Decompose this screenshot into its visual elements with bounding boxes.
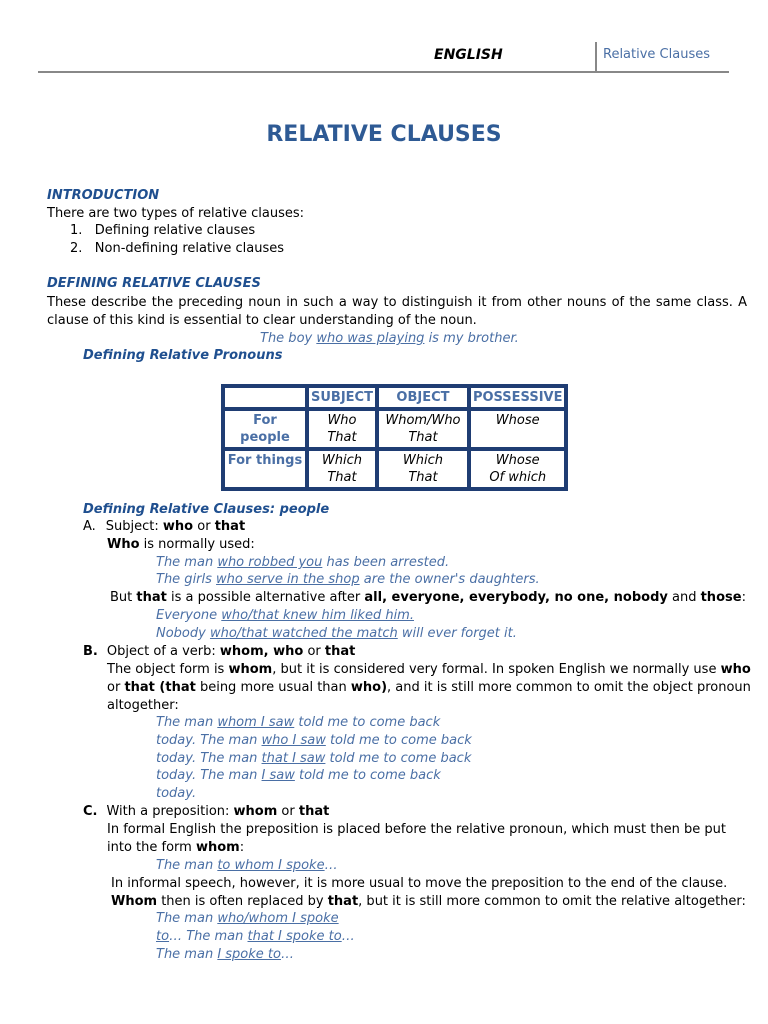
section-a-example-3: Everyone who/that knew him liked him.: [156, 608, 414, 623]
table-cell: Which That: [307, 449, 377, 489]
people-heading: Defining Relative Clauses: people: [83, 502, 330, 517]
header-separator: [595, 42, 597, 73]
section-a-title: A. Subject: who or that: [83, 519, 246, 534]
section-b-title: B. Object of a verb: whom, who or that: [83, 644, 356, 659]
section-c-example-3: to… The man that I spoke to…: [156, 929, 355, 944]
section-c-example-4: The man I spoke to…: [156, 947, 294, 962]
section-b-line-1: The object form is whom, but it is considered very formal. In spoken English we normally use who: [107, 662, 751, 677]
section-c-example-2: The man who/whom I spoke: [156, 911, 339, 926]
intro-item-2: 2. Non-defining relative clauses: [70, 241, 284, 256]
pronoun-table: [221, 384, 568, 491]
table-cell: Whom/Who That: [377, 409, 469, 449]
header-subject: ENGLISH: [434, 47, 503, 63]
section-b-example-1: The man whom I saw told me to come back: [156, 715, 441, 730]
section-c-example-1: The man to whom I spoke…: [156, 858, 338, 873]
intro-text: There are two types of relative clauses:: [47, 206, 305, 221]
section-a-usual: Who is normally used:: [107, 537, 255, 552]
table-header: SUBJECT: [307, 386, 377, 409]
intro-heading: INTRODUCTION: [47, 188, 160, 203]
section-b-example-4: today. The man I saw told me to come back: [156, 768, 441, 783]
section-a-example-2: The girls who serve in the shop are the owner's daughters.: [156, 572, 540, 587]
table-cell: Whose Of which: [469, 449, 567, 489]
table-row: [223, 409, 566, 449]
section-b-example-2: today. The man who I saw told me to come back: [156, 733, 472, 748]
section-b-example-5: today.: [156, 786, 197, 801]
defining-para-line-2: clause of this kind is essential to clear understanding of the noun.: [47, 313, 477, 328]
table-cell: Who That: [307, 409, 377, 449]
section-c-line-2: into the form whom:: [107, 840, 245, 855]
defining-para-line-1: These describe the preceding noun in such a way to distinguish it from other nouns of the same class. A: [47, 295, 747, 310]
defining-heading: DEFINING RELATIVE CLAUSES: [47, 276, 261, 291]
table-header: POSSESSIVE: [469, 386, 567, 409]
table-cell: Which That: [377, 449, 469, 489]
table-header-row: [223, 386, 566, 409]
section-c-line-4: Whom then is often replaced by that, but it is still more common to omit the relative altogether:: [111, 894, 746, 909]
example-text: is my brother.: [424, 331, 519, 346]
section-c-line-3: In informal speech, however, it is more usual to move the preposition to the end of the clause.: [111, 876, 728, 891]
section-a-alternative: But that is a possible alternative after all, everyone, everybody, no one, nobody and those:: [110, 590, 746, 605]
intro-item-1: 1. Defining relative clauses: [70, 223, 256, 238]
table-header: OBJECT: [377, 386, 469, 409]
section-b-example-3: today. The man that I saw told me to come back: [156, 751, 472, 766]
example-text: The boy: [260, 331, 317, 346]
section-c-line-1: In formal English the preposition is placed before the relative pronoun, which must then be put: [107, 822, 726, 837]
header-rule: [38, 71, 729, 73]
pronouns-heading: Defining Relative Pronouns: [83, 348, 283, 363]
page-title: RELATIVE CLAUSES: [266, 122, 502, 147]
row-label: For people: [223, 409, 307, 449]
section-a-example-4: Nobody who/that watched the match will ever forget it.: [156, 626, 517, 641]
example-clause: who was playing: [316, 331, 425, 346]
row-label: For things: [223, 449, 307, 489]
defining-example: [260, 330, 519, 348]
section-b-line-2: or that (that being more usual than who), and it is still more common to omit the object pronoun: [107, 680, 751, 695]
section-c-title: C. With a preposition: whom or that: [83, 804, 330, 819]
table-row: [223, 449, 566, 489]
section-b-line-3: altogether:: [107, 698, 179, 713]
table-cell: Whose: [469, 409, 567, 449]
header-topic: Relative Clauses: [603, 47, 710, 62]
table-corner-cell: [223, 386, 307, 409]
section-a-example-1: The man who robbed you has been arrested.: [156, 555, 450, 570]
